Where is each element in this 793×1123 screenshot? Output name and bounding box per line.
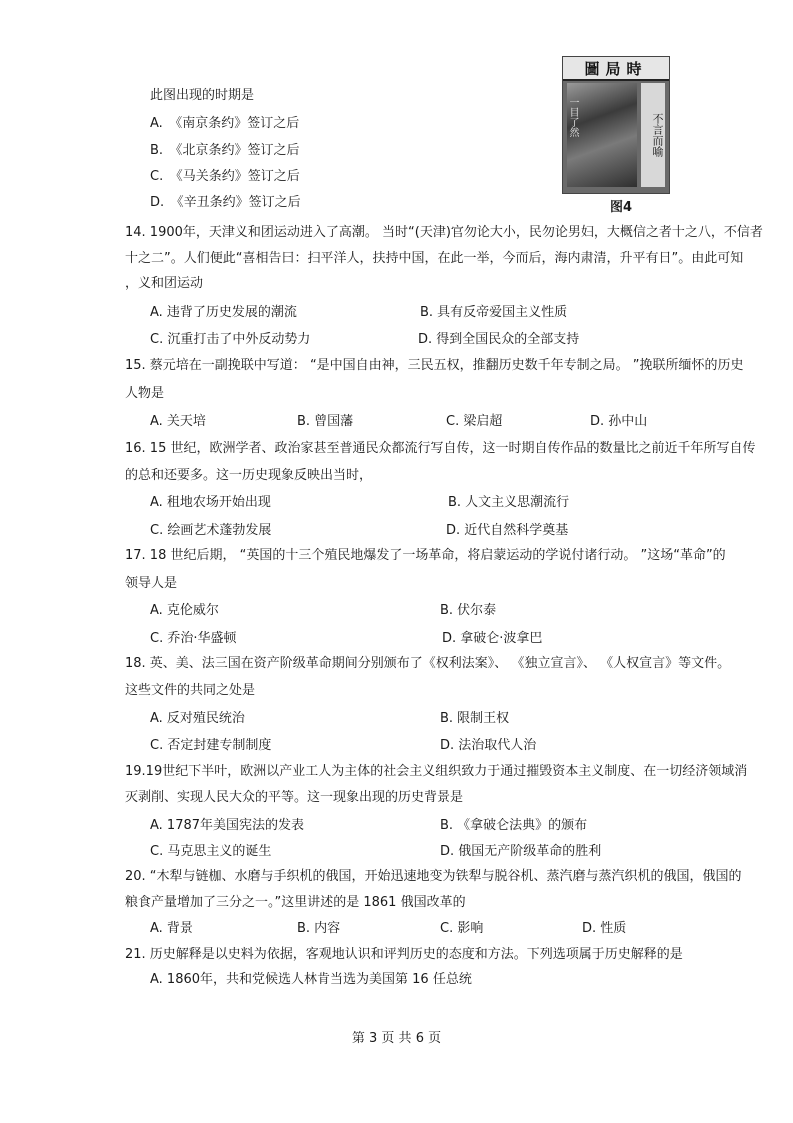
q19-option-c: C. 马克思主义的诞生: [150, 844, 272, 859]
q21-option-a: A. 1860年，共和党候选人林肯当选为美国第 16 任总统: [150, 972, 472, 987]
q18-option-b: B. 限制王权: [440, 711, 510, 726]
q15-line-2: 人物是: [125, 386, 165, 401]
q20-option-c: C. 影响: [440, 921, 484, 936]
q16-option-c: C. 绘画艺术蓬勃发展: [150, 523, 272, 538]
q17-option-b: B. 伏尔泰: [440, 603, 497, 618]
q17-option-c: C. 乔治·华盛顿: [150, 631, 237, 646]
figure-left-text: 一目了然: [567, 97, 578, 137]
q14-line-1: 14. 1900年，天津义和团运动进入了高潮。 当时“(天津)官勿论大小，民勿论男妇，大概信之者十之八，不信者: [125, 225, 763, 240]
figure-caption: 图4: [610, 200, 633, 215]
q13-option-a: A. 《南京条约》签订之后: [150, 116, 300, 131]
q17-line-1: 17. 18 世纪后期， “英国的十三个殖民地爆发了一场革命，将启蒙运动的学说付诸行动。 ”这场“革命”的: [125, 548, 726, 563]
q17-line-2: 领导人是: [125, 576, 178, 591]
q18-line-2: 这些文件的共同之处是: [125, 683, 256, 698]
q18-option-d: D. 法治取代人治: [440, 738, 537, 753]
q15-line-1: 15. 蔡元培在一副挽联中写道： “是中国自由神，三民五权，推翻历史数千年专制之局。 ”挽联所缅怀的历史: [125, 358, 744, 373]
cartoon-figure: [562, 56, 670, 194]
q17-option-a: A. 克伦威尔: [150, 603, 219, 618]
q15-option-a: A. 关天培: [150, 414, 206, 429]
q20-option-d: D. 性质: [582, 921, 627, 936]
q13-option-b: B. 《北京条约》签订之后: [150, 143, 300, 158]
q15-option-c: C. 梁启超: [446, 414, 503, 429]
q16-option-a: A. 租地农场开始出现: [150, 495, 271, 510]
q14-option-b: B. 具有反帝爱国主义性质: [420, 305, 568, 320]
q17-option-d: D. 拿破仑·波拿巴: [442, 631, 543, 646]
q20-line-1: 20. “木犁与链枷、水磨与手织机的俄国，开始迅速地变为铁犁与脱谷机、蒸汽磨与蒸汽织机的俄国，俄国的: [125, 869, 742, 884]
q14-line-3: ，义和团运动: [125, 276, 204, 291]
figure-title: 圖局時: [563, 57, 669, 81]
q16-line-1: 16. 15 世纪，欧洲学者、政治家甚至普通民众都流行写自传，这一时期自传作品的数量比之前近千年所写自传: [125, 441, 756, 456]
q19-line-1: 19.19世纪下半叶，欧洲以产业工人为主体的社会主义组织致力于通过摧毁资本主义制度、在一切经济领域消: [125, 764, 748, 779]
q18-option-c: C. 否定封建专制制度: [150, 738, 272, 753]
q16-option-d: D. 近代自然科学奠基: [446, 523, 569, 538]
q18-option-a: A. 反对殖民统治: [150, 711, 245, 726]
page-footer: 第 3 页 共 6 页: [351, 1031, 442, 1046]
q20-option-b: B. 内容: [297, 921, 341, 936]
q16-option-b: B. 人文主义思潮流行: [448, 495, 570, 510]
q16-line-2: 的总和还要多。这一历史现象反映出当时，: [125, 468, 373, 483]
q13-option-c: C. 《马关条约》签订之后: [150, 169, 300, 184]
q14-line-2: 十之二”。人们便此“喜相告曰：扫平洋人，扶持中国，在此一举，今而后，海内肃清，升平有日”。由此可知: [125, 251, 744, 266]
q21-line-1: 21. 历史解释是以史料为依据，客观地认识和评判历史的态度和方法。下列选项属于历史解释的是: [125, 947, 683, 962]
q14-option-c: C. 沉重打击了中外反动势力: [150, 332, 311, 347]
q13-option-d: D. 《辛丑条约》签订之后: [150, 195, 301, 210]
figure-side-text: 不言而喻: [641, 83, 665, 187]
q19-option-b: B. 《拿破仑法典》的颁布: [440, 818, 588, 833]
q14-option-d: D. 得到全国民众的全部支持: [418, 332, 580, 347]
q19-line-2: 灭剥削、实现人民大众的平等。这一现象出现的历史背景是: [125, 790, 464, 805]
q20-line-2: 粮食产量增加了三分之一。”这里讲述的是 1861 俄国改革的: [125, 895, 466, 910]
q19-option-d: D. 俄国无产阶级革命的胜利: [440, 844, 602, 859]
q13-stem: 此图出现的时期是: [150, 88, 255, 103]
q20-option-a: A. 背景: [150, 921, 193, 936]
q19-option-a: A. 1787年美国宪法的发表: [150, 818, 305, 833]
q18-line-1: 18. 英、美、法三国在资产阶级革命期间分别颁布了《权利法案》、 《独立宣言》、 《人权宣言》等文件。: [125, 656, 731, 671]
q14-option-a: A. 违背了历史发展的潮流: [150, 305, 297, 320]
q15-option-b: B. 曾国藩: [297, 414, 354, 429]
q15-option-d: D. 孙中山: [590, 414, 648, 429]
